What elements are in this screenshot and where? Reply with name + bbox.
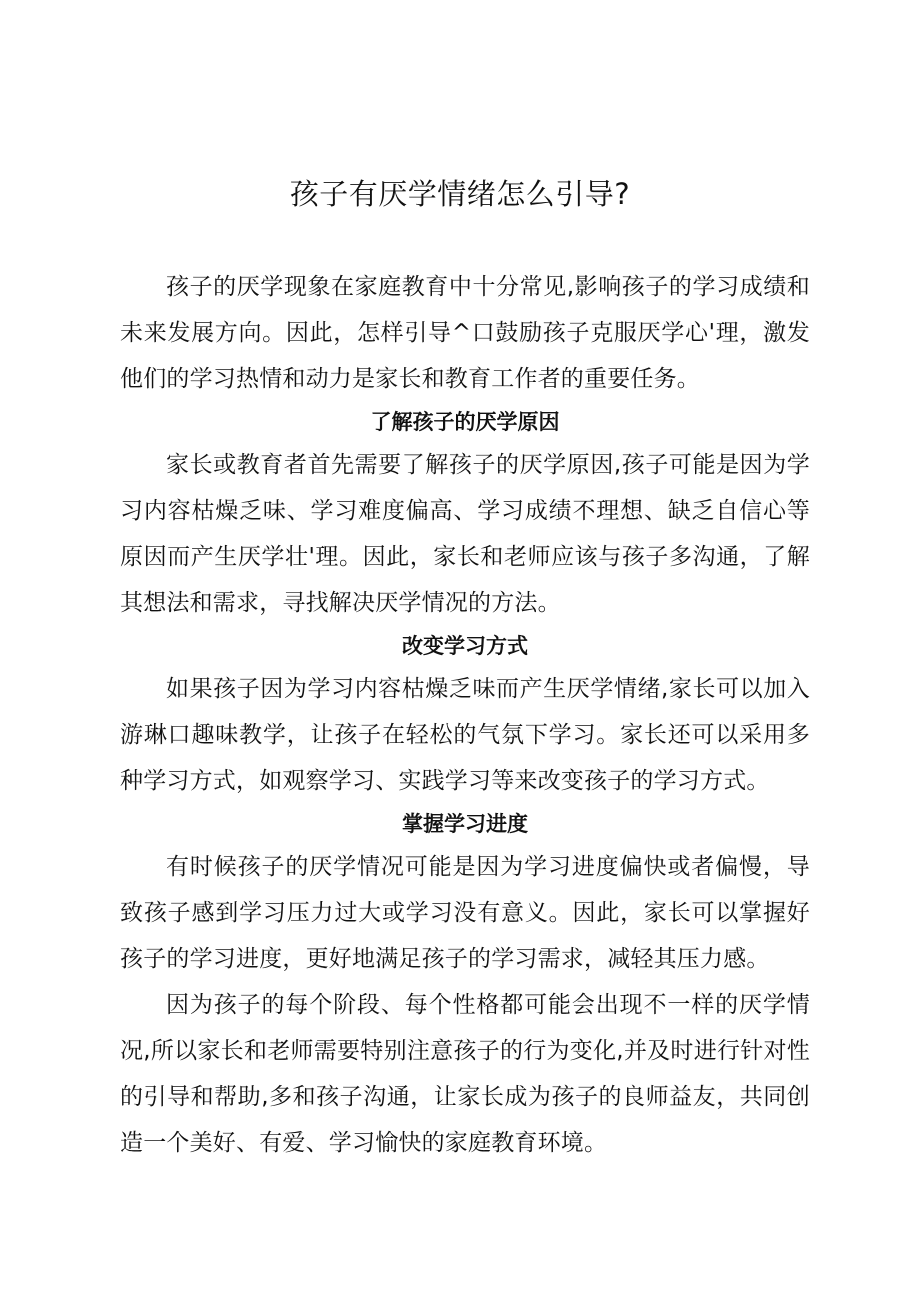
section-paragraph-progress: 有时候孩子的厌学情况可能是因为学习进度偏快或者偏慢，导致孩子感到学习压力过大或学习没有意义。因此，家长可以掌握好孩子的学习进度，更好地满足孩子的学习需求，减轻其压力感。 [120, 854, 810, 972]
document-title: 孩子有厌学情绪怎么引导? [289, 177, 631, 211]
section-heading-progress: 掌握学习进度 [402, 812, 528, 836]
document-body [120, 264, 810, 1166]
intro-paragraph: 孩子的厌学现象在家庭教育中十分常见,影响孩子的学习成绩和未来发展方向。因此，怎样引导^口鼓励孩子克服厌学心'理，激发他们的学习热情和动力是家长和教育工作者的重要任务。 [120, 274, 810, 392]
conclusion-paragraph: 因为孩子的每个阶段、每个性格都可能会出现不一样的厌学情况,所以家长和老师需要特别注意孩子的行为变化,并及时进行针对性的引导和帮助,多和孩子沟通，让家长成为孩子的良师益友，共同创造一个美好、有爱、学习愉快的家庭教育环境。 [120, 992, 810, 1156]
section-paragraph-reasons: 家长或教育者首先需要了解孩子的厌学原因,孩子可能是因为学习内容枯燥乏味、学习难度偏高、学习成绩不理想、缺乏自信心等原因而产生厌学壮'理。因此，家长和老师应该与孩子多沟通，了解其想法和需求，寻找解决厌学情况的方法。 [120, 452, 810, 616]
section-paragraph-methods: 如果孩子因为学习内容枯燥乏味而产生厌学情绪,家长可以加入游琳口趣味教学，让孩子在轻松的气氛下学习。家长还可以采用多种学习方式，如观察学习、实践学习等来改变孩子的学习方式。 [120, 676, 810, 794]
section-heading-methods: 改变学习方式 [402, 634, 528, 658]
section-heading-reasons: 了解孩子的厌学原因 [370, 410, 560, 434]
